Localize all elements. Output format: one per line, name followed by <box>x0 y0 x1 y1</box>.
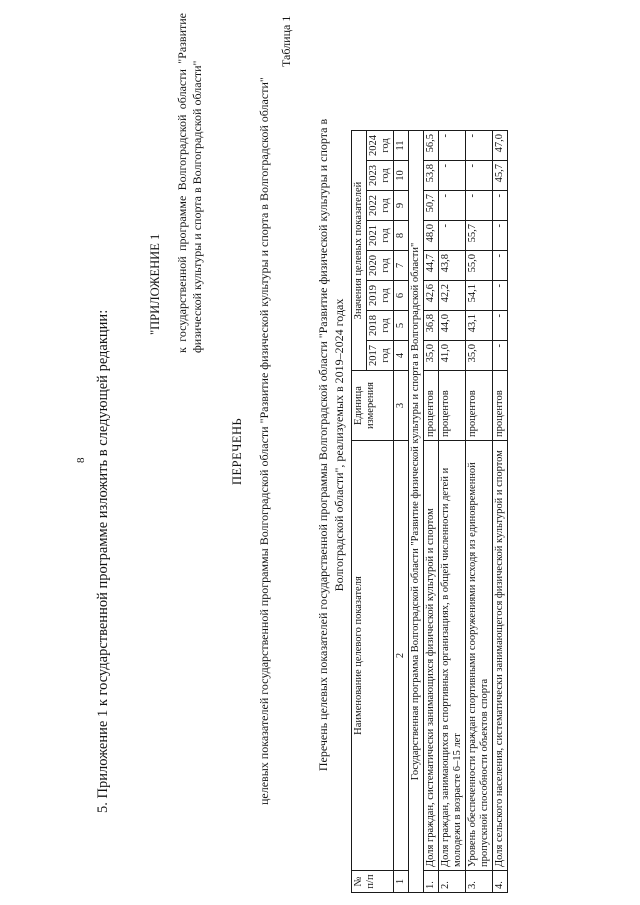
list-subtitle: целевых показателей государственной программы Волгоградской области "Развитие физической культуры и спорта в Волгоградской области" <box>257 77 271 805</box>
header-year: 2024 год <box>367 131 394 161</box>
intro-line: 5. Приложение 1 к государственной программе изложить в следующей редакции: <box>95 309 111 813</box>
row-value: - <box>439 221 466 251</box>
row-value: 45,7 <box>493 161 508 191</box>
row-num: 3. <box>466 871 493 893</box>
row-value: 43,1 <box>466 311 493 341</box>
row-value: - <box>493 311 508 341</box>
col-number: 10 <box>394 161 409 191</box>
row-value: 55,0 <box>466 251 493 281</box>
row-value: 54,1 <box>466 281 493 311</box>
appendix-body: к государственной программе Волгоградской области "Развитие физической культуры и спорта в Волгоградской области" <box>175 13 204 353</box>
row-value: - <box>466 191 493 221</box>
row-num: 4. <box>493 871 508 893</box>
header-year: 2023 год <box>367 161 394 191</box>
col-number: 3 <box>394 371 409 441</box>
row-value: - <box>466 131 493 161</box>
row-unit: процентов <box>439 371 466 441</box>
row-unit: процентов <box>466 371 493 441</box>
header-values-group: Значения целевых показателей <box>352 131 367 371</box>
header-row-1 <box>352 131 367 893</box>
header-year: 2021 год <box>367 221 394 251</box>
header-year: 2020 год <box>367 251 394 281</box>
table-caption: Перечень целевых показателей государственной программы Волгоградской области "Развитие физической культуры и спорта в Волгоградской области", реализуемых в 2019–2024 годах <box>316 118 346 772</box>
table-row <box>493 131 508 893</box>
row-value: 44,7 <box>424 251 439 281</box>
row-value: 42,2 <box>439 281 466 311</box>
header-year: 2017 год <box>367 341 394 371</box>
row-value: 47,0 <box>493 131 508 161</box>
row-value: 56,5 <box>424 131 439 161</box>
table-row <box>439 131 466 893</box>
header-num: № п/п <box>352 871 394 893</box>
col-number: 9 <box>394 191 409 221</box>
row-value: - <box>466 161 493 191</box>
row-value: - <box>493 251 508 281</box>
col-number: 11 <box>394 131 409 161</box>
indicators-table <box>351 130 508 893</box>
row-num: 2. <box>439 871 466 893</box>
col-number: 6 <box>394 281 409 311</box>
col-number: 1 <box>394 871 409 893</box>
header-year: 2019 год <box>367 281 394 311</box>
row-value: 43,8 <box>439 251 466 281</box>
row-value: 36,8 <box>424 311 439 341</box>
row-value: 41,0 <box>439 341 466 371</box>
section-title: Государственная программа Волгоградской области "Развитие физической культуры и спорта в Волгоградской области" <box>409 131 424 893</box>
row-unit: процентов <box>493 371 508 441</box>
header-year: 2018 год <box>367 311 394 341</box>
list-title: ПЕРЕЧЕНЬ <box>230 417 244 485</box>
header-year: 2022 год <box>367 191 394 221</box>
row-value: 50,7 <box>424 191 439 221</box>
row-value: 53,8 <box>424 161 439 191</box>
col-number: 5 <box>394 311 409 341</box>
row-value: - <box>439 161 466 191</box>
row-value: - <box>439 191 466 221</box>
row-value: - <box>493 341 508 371</box>
header-unit: Единица измерения <box>352 371 394 441</box>
row-name: Доля граждан, систематически занимающихся физической культурой и спортом <box>424 441 439 871</box>
row-value: - <box>439 131 466 161</box>
row-value: 35,0 <box>424 341 439 371</box>
row-num: 1. <box>424 871 439 893</box>
row-name: Уровень обеспеченности граждан спортивными сооружениями исходя из единовременной пропускной способности объектов спорта <box>466 441 493 871</box>
col-number: 4 <box>394 341 409 371</box>
table-label: Таблица 1 <box>279 15 293 67</box>
table-row <box>466 131 493 893</box>
row-value: 42,6 <box>424 281 439 311</box>
row-value: 55,7 <box>466 221 493 251</box>
row-value: - <box>493 281 508 311</box>
row-value: - <box>493 191 508 221</box>
section-row <box>409 131 424 893</box>
col-number: 7 <box>394 251 409 281</box>
appendix-title: "ПРИЛОЖЕНИЕ 1 <box>148 233 162 335</box>
page-number: 8 <box>75 457 87 463</box>
row-value: - <box>493 221 508 251</box>
column-numbers-row <box>394 131 409 893</box>
header-name: Наименование целевого показателя <box>352 441 394 871</box>
row-unit: процентов <box>424 371 439 441</box>
row-name: Доля сельского населения, систематически занимающегося физической культурой и спортом <box>493 441 508 871</box>
row-value: 44,0 <box>439 311 466 341</box>
col-number: 8 <box>394 221 409 251</box>
row-value: 48,0 <box>424 221 439 251</box>
row-name: Доля граждан, занимающихся в спортивных организациях, в общей численности детей и молодежи в возрасте 6–15 лет <box>439 441 466 871</box>
col-number: 2 <box>394 441 409 871</box>
table-row <box>424 131 439 893</box>
row-value: 35,0 <box>466 341 493 371</box>
